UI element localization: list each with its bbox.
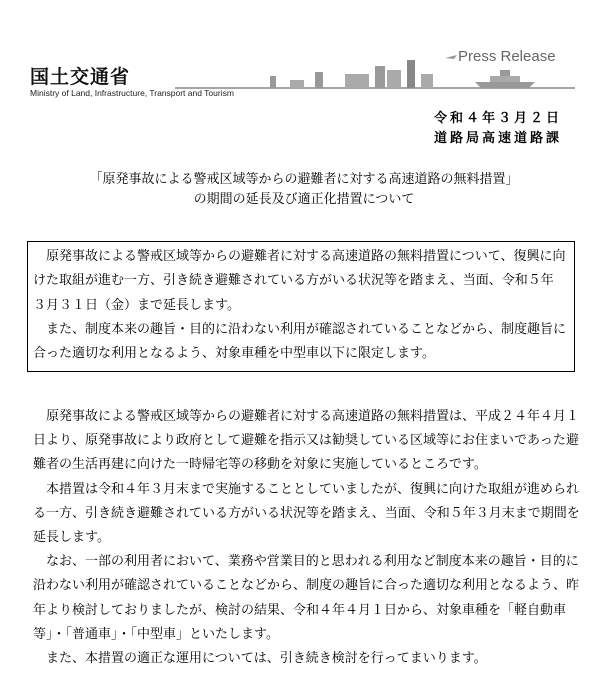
body-paragraph-2: 本措置は令和４年３月末まで実施することとしていましたが、復興に向けた取組が進められる一方、引き続き避難されている方がいる状況等を踏まえ、当面、令和５年３月末まで期間を延長します。 xyxy=(33,481,580,546)
body-paragraph-4: また、本措置の適正な運用については、引き続き検討を行ってまいります。 xyxy=(46,651,487,667)
date-block xyxy=(434,109,562,149)
page-title xyxy=(0,170,608,210)
header xyxy=(0,0,608,105)
body-text xyxy=(33,405,581,671)
title-line-2: の期間の延長及び適正化措置について xyxy=(193,192,415,207)
press-release-label: Press Release xyxy=(458,48,556,65)
ministry-logo-en: Ministry of Land, Infrastructure, Transport and Tourism xyxy=(30,88,234,98)
release-date: 令和４年３月２日 xyxy=(433,111,562,126)
ministry-logo-jp: 国土交通省 xyxy=(30,66,131,88)
summary-paragraph-2: また、制度本来の趣旨・目的に沿わない利用が確認されていることなどから、制度趣旨に合った適切な利用となるよう、対象車種を中型車以下に限定します。 xyxy=(33,321,567,362)
summary-box xyxy=(27,241,575,372)
title-line-1: 「原発事故による警戒区域等からの避難者に対する高速道路の無料措置」 xyxy=(89,172,519,187)
summary-paragraph-1: 原発事故による警戒区域等からの避難者に対する高速道路の無料措置について、復興に向けた取組が進む一方、引き続き避難されている方がいる状況等を踏まえ、当面、令和５年３月３１日（金）まで延長します。 xyxy=(33,249,566,313)
body-paragraph-1: 原発事故による警戒区域等からの避難者に対する高速道路の無料措置は、平成２４年４月１日より、原発事故により政府として避難を指示又は勧奨している区域等にお住まいであった避難者の生活再建に向けた一時帰宅等の移動を対象に実施しているところです。 xyxy=(33,409,580,473)
department: 道路局高速道路課 xyxy=(433,131,562,146)
body-paragraph-3: なお、一部の利用者において、業務や営業目的と思われる利用など制度本来の趣旨・目的に沿わない利用が確認されていることなどから、制度の趣旨に合った適切な利用となるよう、昨年より検討しておりましたが、検討の結果、令和４年４月１日から、対象車種を「軽自動車等」・「普通車」・「中型車」といたします。 xyxy=(33,554,580,642)
